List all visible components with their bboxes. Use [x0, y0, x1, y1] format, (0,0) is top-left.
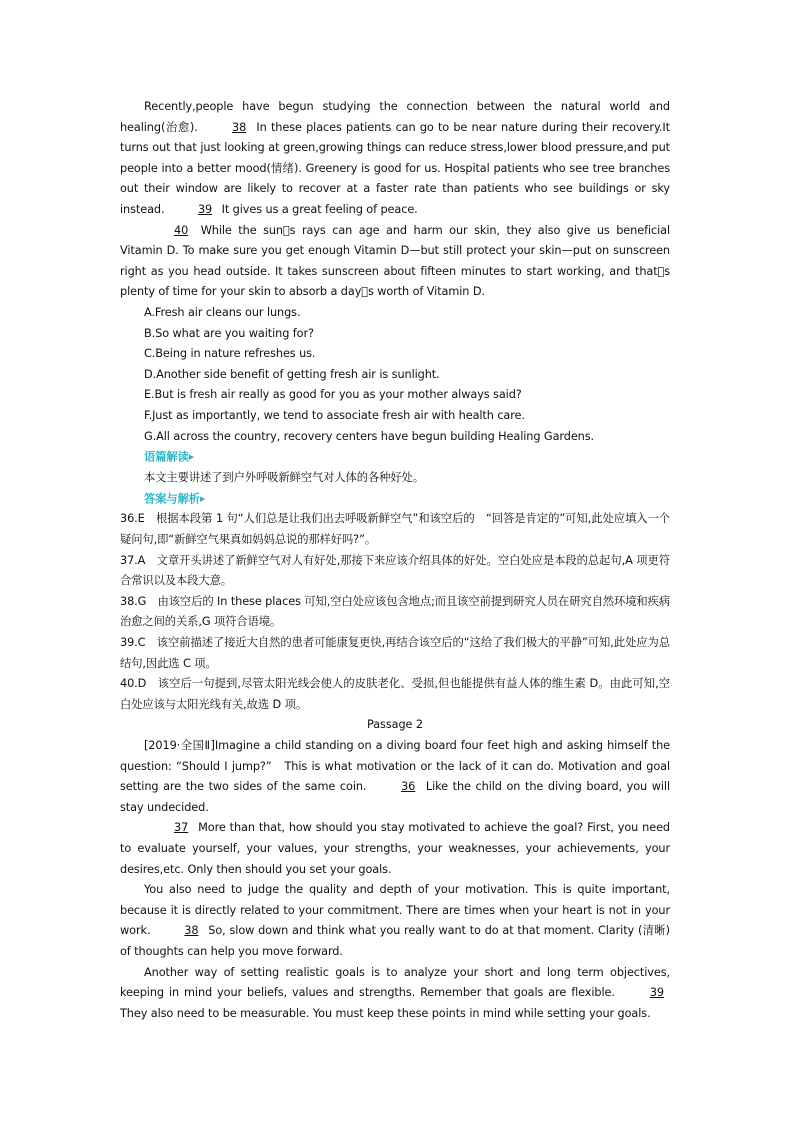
answer-40: 40.D 该空后一句提到,尽管太阳光线会使人的皮肤老化、受损,但也能提供有益人体的维生素 D。由此可知,空白处应该与太阳光线有关,故选 D 项。	[120, 677, 670, 711]
blank-38: 38	[231, 120, 247, 134]
text-run: So, slow down and think what you really want to do at that moment. Clarity (清晰) of thoughts can help you move forward.	[120, 924, 670, 958]
reading-heading-label: 语篇解读	[144, 450, 189, 464]
blank-36: 36	[401, 780, 416, 794]
passage2-paragraph-4	[120, 963, 670, 1025]
blank-39: 39	[649, 986, 664, 1000]
answer-38: 38.G 由该空后的 In these places 可知,空白处应该包含地点;而且该空前提到研究人员在研究自然环境和疾病治愈之间的关系,G 项符合语境。	[120, 594, 670, 629]
option-b: B.So what are you waiting for?	[144, 326, 314, 340]
option-g: G.All across the country, recovery centers have begun building Healing Gardens.	[144, 429, 595, 443]
triangle-right-icon: ▶	[188, 453, 195, 462]
option-e: E.But is fresh air really as good for you as your mother always said?	[144, 388, 522, 402]
text-run: They also need to be measurable. You must keep these points in mind while setting your goals.	[120, 1006, 651, 1020]
option-c: C.Being in nature refreshes us.	[144, 347, 316, 361]
option-d: D.Another side benefit of getting fresh air is sunlight.	[144, 367, 440, 381]
answer-heading	[120, 489, 670, 510]
text-run: It gives us a great feeling of peace.	[218, 202, 418, 216]
answer-37: 37.A 文章开头讲述了新鲜空气对人有好处,那接下来应该介绍具体的好处。空白处应是本段的总起句,A 项更符合常识以及本段大意。	[120, 553, 670, 588]
passage-title: Passage 2	[367, 718, 423, 732]
blank-37: 37	[174, 821, 189, 835]
passage1-paragraph-1	[120, 97, 670, 221]
blank-38: 38	[184, 924, 199, 938]
reading-summary: 本文主要讲述了到户外呼吸新鲜空气对人体的各种好处。	[144, 470, 424, 484]
passage2-paragraph-3	[120, 880, 670, 962]
text-run: Another way of setting realistic goals is to analyze your short and long term objectives, keeping in mind your beliefs, values and strengths. Remember that goals are flexible.	[120, 965, 670, 1000]
text-run: While the sun s rays can age and harm our skin, they also give us beneficial Vitamin D. To make sure you get enough Vitamin D—but still protect your skin—put on sunscreen right as you head outside. It takes sunscreen about fifteen minutes to start working, and that s plenty of time for your skin to absorb a day s worth of Vitamin D.	[120, 223, 670, 299]
answer-analysis	[120, 509, 670, 715]
text-run: [2019·全国Ⅱ]Imagine a child standing on a diving board four feet high and asking himself the question: “Should I jump?” This is what motivation or the lack of it can do. Motivation and goal setting are the two sides of the same coin.	[120, 739, 670, 794]
document-content	[120, 97, 670, 1024]
blank-39: 39	[197, 202, 213, 216]
triangle-right-icon: ▶	[200, 494, 206, 503]
text-run: Recently,people have begun studying the connection between the natural world and healing(治愈).	[120, 100, 670, 134]
passage1-paragraph-2	[120, 221, 670, 303]
reading-heading	[120, 447, 670, 468]
answer-39: 39.C 该空前描述了接近大自然的患者可能康复更快,再结合该空后的“这给了我们极大的平静”可知,此处应为总结句,因此选 C 项。	[120, 636, 670, 670]
passage2-paragraph-1	[120, 736, 670, 818]
option-a: A.Fresh air cleans our lungs.	[144, 305, 301, 319]
answer-heading-label: 答案与解析	[144, 491, 200, 505]
option-f: F.Just as importantly, we tend to associate fresh air with health care.	[144, 408, 525, 422]
text-run: In these places patients can go to be near nature during their recovery.It turns out that just looking at green,growing things can reduce stress,lower blood pressure,and put people into a better mood(情绪). Greenery is good for us. Hospital patients who see tree branches out their window are likely to recover at a faster rate than patients who see buildings or sky instead.	[120, 120, 670, 216]
answer-36: 36.E 根据本段第 1 句“人们总是让我们出去呼吸新鲜空气”和该空后的 “回答是肯定的”可知,此处应填入一个疑问句,即“新鲜空气果真如妈妈总说的那样好吗?”。	[120, 512, 670, 547]
text-run: More than that, how should you stay motivated to achieve the goal? First, you need to evaluate yourself, your values, your strengths, your weaknesses, your achievements, your desires,etc. Only then should you set your goals.	[120, 821, 670, 876]
text-run: You also need to judge the quality and depth of your motivation. This is quite important, because it is directly related to your commitment. There are times when your heart is not in your work.	[120, 883, 670, 938]
passage2-paragraph-2	[120, 818, 670, 880]
blank-40: 40	[174, 223, 189, 237]
text-run: Like the child on the diving board, you will stay undecided.	[120, 780, 670, 814]
